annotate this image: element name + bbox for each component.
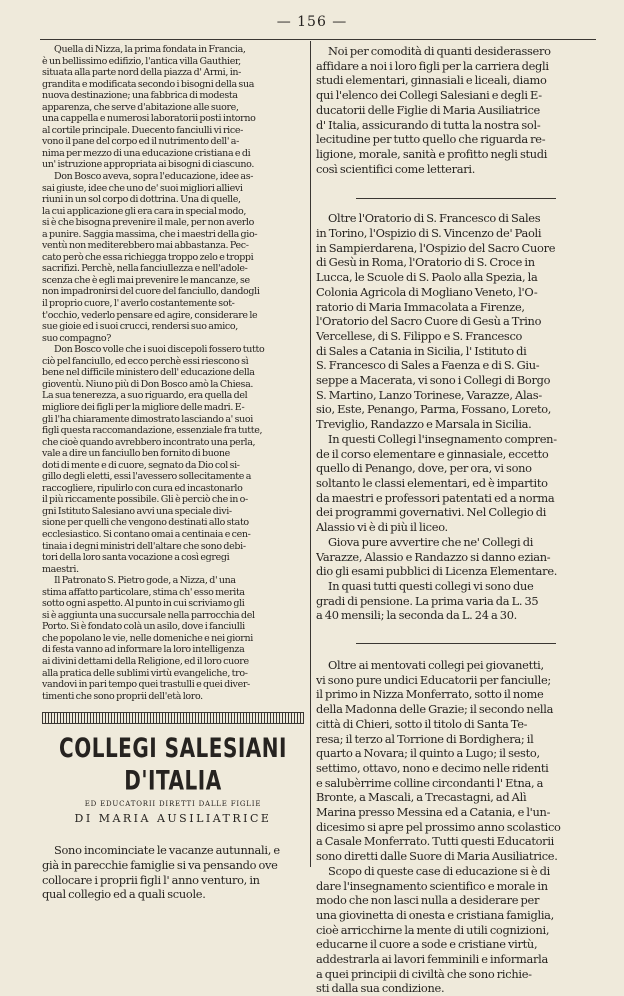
section-subheading-2: DI MARIA AUSILIATRICE	[74, 812, 272, 826]
paragraph: Quella di Nizza, la prima fondata in Francia, è un bellissimo edifizio, l'antica villa Gauthier, situata alla parte nord della piazza d' Armi, in- grandita e modificata secondo i bisogni della sua nuova destinazione; una fabbrica di modesta apparenza, che serve d'abitazione alle suore, una cappella e numerosi laboratorii posti intorno al cortile principale. Duecento fanciulli vi rice- vono il pane del corpo ed il nutrimento dell' a- nima per mezzo di una educazione cristiana e di un' istruzione appropriata ai bisogni di ciascuno.	[42, 44, 256, 171]
top-rule	[40, 39, 596, 40]
paragraph: Il Patronato S. Pietro gode, a Nizza, d' una stima affatto particolare, stima ch' esso merita sotto ogni aspetto. Al punto in cui scriviamo gli si è aggiunta una succursale nella parrocchia del Porto. Si è fondato colà un asilo, dove i fanciulli che popolano le vie, nelle domeniche e nei giorni di festa vanno ad informare la loro intelligenza ai divini dettami della Religione, ed il loro cuore alla pratica delle sublimi virtù evangeliche, tro- vandovi in pari tempo quei trastulli e quei diver- timenti che sono proprii dell'età loro.	[42, 575, 255, 702]
paragraph: In questi Collegi l'insegnamento compren- de il corso elementare e ginnasiale, eccetto quello di Penango, dove, per ora, vi sono soltanto le classi elementari, ed è impartito da maestri e professori patentati ed a norma dei programmi governativi. Nel Collegio di Alassio vi è di più il liceo.	[316, 431, 557, 535]
right-column	[316, 44, 596, 996]
closing-paragraph: Sono incominciate le vacanze autunnali, e già in parecchie famiglie si va pensando ove collocare i proprii figli l' anno venturo, in qual collegio ed a quali scuole.	[42, 843, 280, 902]
separator-rule	[356, 643, 556, 644]
paragraph: Oltre l'Oratorio di S. Francesco di Sales in Torino, l'Ospizio di S. Vincenzo de' Paoli in Sampierdarena, l'Ospizio del Sacro Cuore di Gesù in Roma, l'Oratorio di S. Croce in Lucca, le Scuole di S. Paolo alla Spezia, la Colonia Agricola di Mogliano Veneto, l'O- ratorio di Maria Immacolata a Firenze, l'Oratorio del Sacro Cuore di Gesù a Trino Vercellese, di S. Filippo e S. Francesco di Sales a Catania in Sicilia, l' Istituto di S. Francesco di Sales a Faenza e di S. Giu- seppe a Macerata, vi sono i Collegi di Borgo S. Martino, Lanzo Torinese, Varazze, Alas- sio, Este, Penango, Parma, Fossano, Loreto, Treviglio, Randazzo e Marsala in Sicilia.	[316, 211, 556, 432]
section-heading: COLLEGI SALESIANI D'ITALIA	[59, 731, 287, 797]
paragraph: Giova pure avvertire che ne' Collegi di Varazze, Alassio e Randazzo si danno ezian- dio gli esami pubblici di Licenza Elementare.	[316, 534, 558, 579]
paragraph: Don Bosco volle che i suoi discepoli fossero tutto ciò pel fanciullo, ed ecco perchè essi riescono sì bene nel difficile ministero dell' educazione della gioventù. Niuno più di Don Bosco amò la Chiesa. La sua tenerezza, a suo riguardo, era quella del migliore dei figli per la migliore delle madri. E- gli l'ha chiaramente dimostrato lasciando a' suoi figli questa raccomandazione, essenziale fra tutte, che cioè quando avrebbero incontrato una perla, vale a dire un fanciullo ben fornito di buone doti di mente e di cuore, segnato da Dio col si- gillo degli eletti, essi l'avessero sollecitamente a raccogliere, ripulirlo con cura ed incastonarlo il più riccamente possibile. Gli è perciò che in o- gni Istituto Salesiano avvi una speciale divi- sione per quelli che vengono destinati allo stato ecclesiastico. Si contano omai a centinaia e cen- tinaia i degni ministri dell'altare che sono debi- tori della loro santa vocazione a così egregi maestri.	[42, 344, 265, 575]
left-column	[42, 44, 304, 902]
section-subheading: ED EDUCATORII DIRETTI DALLE FIGLIE	[84, 800, 262, 809]
column-divider	[310, 41, 311, 867]
ornamental-rule	[42, 712, 304, 724]
paragraph: Oltre ai mentovati collegi pei giovanetti, vi sono pure undici Educatorii per fanciulle; il primo in Nizza Monferrato, sotto il nome della Madonna delle Grazie; il secondo nella città di Chieri, sotto il titolo di Santa Te- resa; il terzo al Torrione di Bordighera; il quarto a Novara; il quinto a Lugo; il sesto, settimo, ottavo, nono e decimo nelle ridenti e salubèrrime colline circondanti l' Etna, a Bronte, a Mascali, a Trecastagni, ad Alì Marina presso Messina ed a Catania, e l'un- dicesimo si apre pel prossimo anno scolastico a Casale Monferrato. Tutti questi Educatorii sono diretti dalle Suore di Maria Ausiliatrice.	[316, 658, 561, 864]
paragraph: Don Bosco aveva, sopra l'educazione, idee as- sai giuste, idee che uno de' suoi migliori allievi riuni in un sol corpo di dottrina. Una di quelle, la cui applicazione gli era cara in special modo, si è che bisogna prevenire il male, per non averlo a punire. Saggia massima, che i maestri della gio- ventù non mediterebbero mai abbastanza. Pec- cato però che essa richiegga troppo zelo e troppi sacrifizi. Perchè, nella fanciullezza e nell'adole- scenza che è egli mai prevenire le mancanze, se non impadronirsi del cuore del fanciullo, dandogli il proprio cuore, l' averlo costantemente sot- t'occhio, vederlo pensare ed agire, considerare le sue gioie ed i suoi crucci, rendersi suo amico, suo compagno?	[42, 171, 260, 344]
page-number: — 156 —	[276, 14, 348, 30]
paragraph: In quasi tutti questi collegi vi sono due gradi di pensione. La prima varia da L. 35 a 40 mensili; la seconda da L. 24 a 30.	[316, 578, 539, 623]
paragraph: Noi per comodità di quanti desiderassero affidare a noi i loro figli per la carriera degli studi elementari, ginnasiali e liceali, diamo qui l'elenco dei Collegi Salesiani e degli E- ducatorii delle Figlie di Maria Ausiliatrice d' Italia, assicurando di tutta la nostra sol- lecitudine per tutto quello che riguarda re- ligione, morale, sanità e profitto negli studi così scientifici come letterari.	[316, 44, 551, 176]
separator-rule	[356, 198, 556, 199]
paragraph: Scopo di queste case di educazione si è di dare l'insegnamento scientifico e morale in modo che non lasci nulla a desiderare per una giovinetta di onesta e cristiana famiglia, cioè arricchirne la mente di utili cognizioni, educarne il cuore a sode e cristiane virtù, addestrarla ai lavori femminili e informarla a quei principii di civiltà che sono richie- sti dalla sua condizione.	[316, 863, 554, 996]
